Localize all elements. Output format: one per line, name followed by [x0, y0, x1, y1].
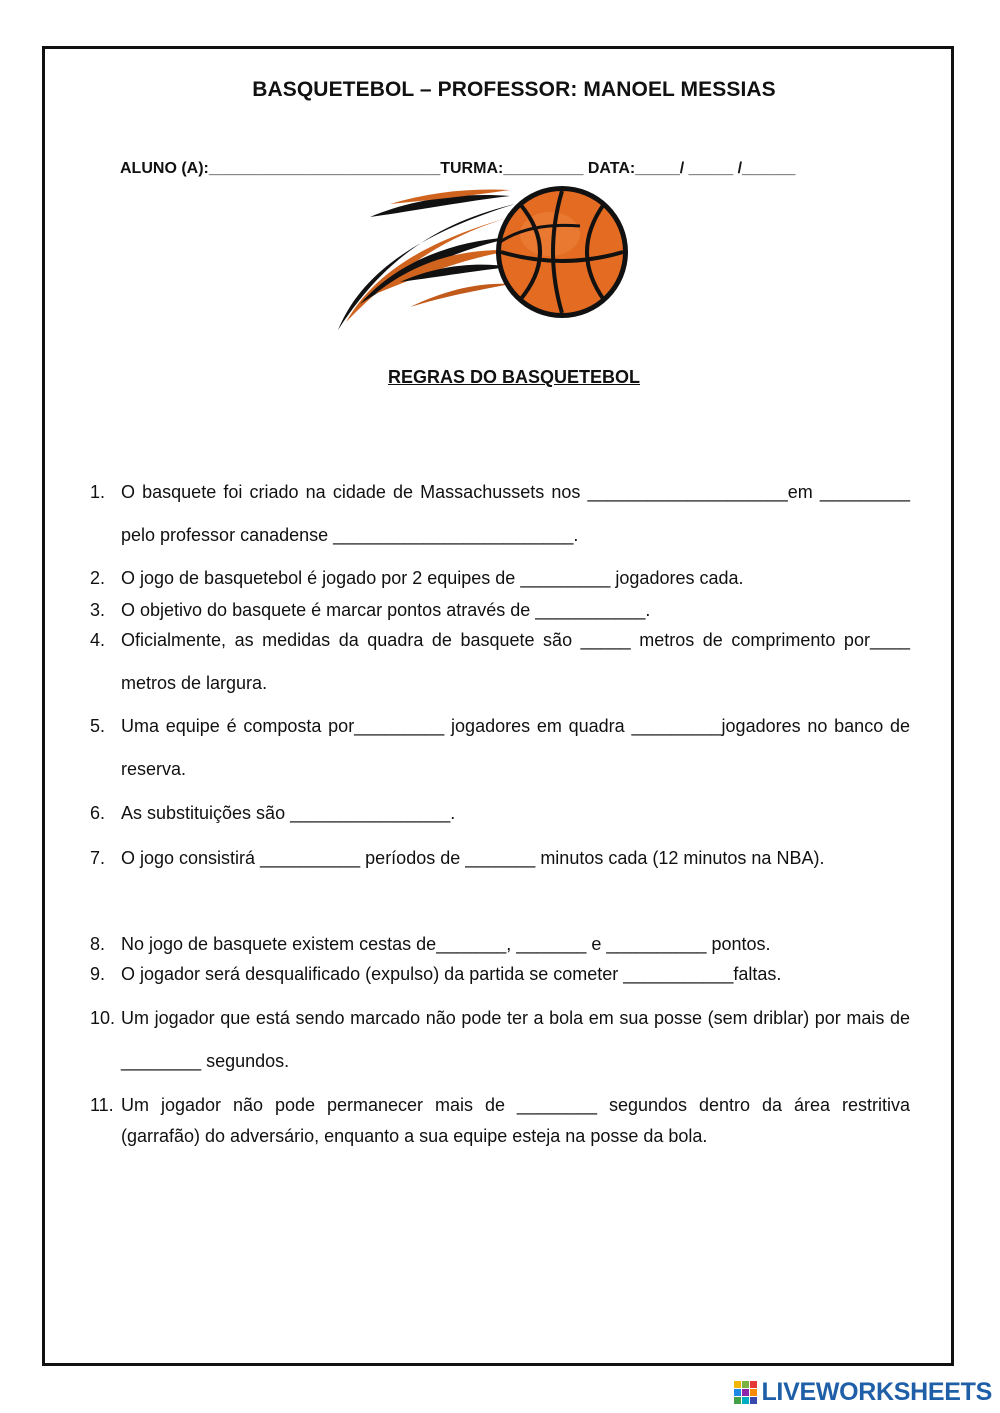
- question-number: 6.: [90, 803, 106, 823]
- question-text[interactable]: Um jogador que está sendo marcado não pode ter a bola em sua posse (sem driblar) por mais de ________ segundos.: [121, 1008, 910, 1071]
- question-1[interactable]: [90, 471, 910, 557]
- question-11[interactable]: [90, 1090, 910, 1152]
- question-number: 7.: [90, 848, 106, 868]
- question-number: 9.: [90, 964, 106, 984]
- liveworksheets-watermark[interactable]: [734, 1378, 992, 1407]
- question-text[interactable]: O objetivo do basquete é marcar pontos através de ___________.: [121, 600, 651, 620]
- question-text[interactable]: Oficialmente, as medidas da quadra de basquete são _____ metros de comprimento por____ metros de largura.: [121, 630, 910, 693]
- question-number: 5.: [90, 716, 106, 736]
- question-6[interactable]: [90, 792, 910, 835]
- question-number: 2.: [90, 568, 106, 588]
- question-number: 1.: [90, 482, 106, 502]
- question-number: 8.: [90, 934, 106, 954]
- question-number: 11.: [90, 1095, 114, 1115]
- question-10[interactable]: [90, 997, 910, 1083]
- liveworksheets-logo-icon: [734, 1381, 758, 1405]
- watermark-text: LIVEWORKSHEETS: [761, 1378, 992, 1406]
- page-title: BASQUETEBOL – PROFESSOR: MANOEL MESSIAS: [252, 78, 776, 101]
- question-5[interactable]: [90, 705, 910, 791]
- question-text[interactable]: Uma equipe é composta por_________ jogadores em quadra _________jogadores no banco de reserva.: [121, 716, 910, 779]
- question-text[interactable]: Um jogador não pode permanecer mais de ________ segundos dentro da área restritiva (garrafão) do adversário, enquanto a sua equipe esteja na posse da bola.: [121, 1095, 910, 1146]
- question-4[interactable]: [90, 619, 910, 705]
- question-text[interactable]: O jogador será desqualificado (expulso) da partida se cometer ___________faltas.: [121, 964, 782, 984]
- question-text[interactable]: No jogo de basquete existem cestas de_______, _______ e __________ pontos.: [121, 934, 771, 954]
- question-number: 10.: [90, 1008, 116, 1028]
- question-7[interactable]: [90, 837, 910, 880]
- question-9[interactable]: [90, 953, 910, 996]
- swoosh-streaks: [338, 190, 515, 330]
- question-number: 3.: [90, 600, 106, 620]
- question-text[interactable]: O basquete foi criado na cidade de Massachussets nos ____________________em _________ pelo professor canadense ________________________.: [121, 482, 910, 545]
- question-text[interactable]: As substituições são ________________.: [121, 803, 456, 823]
- section-title: REGRAS DO BASQUETEBOL: [387, 367, 641, 387]
- question-text[interactable]: O jogo consistirá __________ períodos de _______ minutos cada (12 minutos na NBA).: [121, 848, 825, 868]
- question-text[interactable]: O jogo de basquetebol é jogado por 2 equipes de _________ jogadores cada.: [121, 568, 744, 588]
- basketball-ball: [496, 186, 628, 318]
- question-number: 4.: [90, 630, 106, 650]
- basketball-swoosh-icon: [330, 182, 640, 334]
- student-info-line[interactable]: ALUNO (A):__________________________TURMA:_________ DATA:_____/ _____ /______: [120, 160, 796, 177]
